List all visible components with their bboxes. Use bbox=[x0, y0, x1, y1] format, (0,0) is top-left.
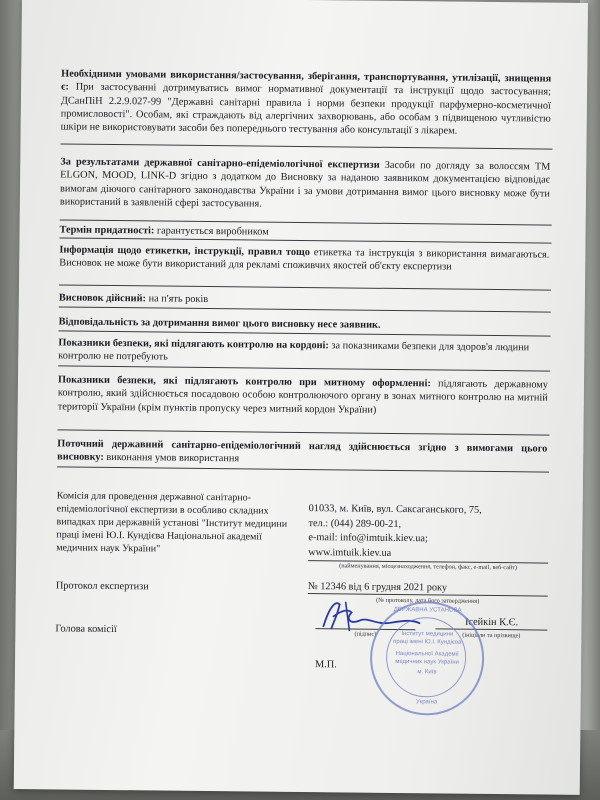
section-heading: Термін придатності: bbox=[59, 224, 155, 237]
section-heading: Необхідними умовами використання/застосування, зберігання, транспортування, утилізації, знищення є: bbox=[61, 68, 552, 93]
section-expertise-result bbox=[60, 155, 551, 213]
protocol-label: Протокол експертизи bbox=[55, 580, 149, 593]
section-text: При застосуванні дотримуватись вимог нормативної документації та інструкції щодо застосування; ДСанПіН 2.2.9.027-99 "Державні санітарні правила і норми безпеки продукції парфумерно-косметичної промисловості". Особам, які страждають від алергічних захворювань, або особам з підвищеною чутливістю шкіри не використовувати засоби без попереднього тестування або консультації з лікарем. bbox=[60, 81, 552, 137]
name-caption: (ініціали та прізвище) bbox=[462, 631, 521, 640]
seal-text: Україна bbox=[416, 699, 438, 706]
seal-text: праці імені Ю.І. Кундієва bbox=[393, 638, 462, 646]
section-heading: Висновок дійсний: bbox=[58, 292, 147, 305]
section-text: на п'ять років bbox=[145, 293, 209, 306]
protocol-caption: (№ протоколу, дата його затвердження) bbox=[376, 596, 480, 605]
section-text: підлягають державному контролю, який здійснюється посадовою особою контролюючого органу в зонах митного контролю на митній території України (крім пунктів пропуску через митний кордон України) bbox=[57, 378, 549, 416]
divider bbox=[59, 284, 551, 290]
section-usage-conditions bbox=[61, 67, 552, 139]
section-heading: Показники безпеки, які підлягають контролю на кордоні: bbox=[58, 337, 329, 352]
commission-contacts bbox=[308, 502, 549, 564]
section-label-info bbox=[59, 243, 549, 275]
stamp-place-label: М.П. bbox=[314, 659, 337, 671]
seal-text: ДЕРЖАВНА УСТАНОВА bbox=[393, 606, 462, 614]
signature-caption: (підпис) bbox=[354, 630, 377, 638]
document-page bbox=[14, 0, 588, 795]
section-heading: Відповідальність за дотримання вимог цього висновку несе заявник. bbox=[58, 316, 381, 331]
contact-address: 01033, м. Київ, вул. Саксаганського, 75, bbox=[308, 503, 482, 516]
section-customs-control bbox=[58, 373, 548, 418]
contacts-caption: (найменування, місцезнаходження, телефон, факс, e-mail, веб-сайт) bbox=[339, 562, 517, 572]
section-border-control bbox=[58, 336, 548, 368]
seal-text: м. Київ bbox=[417, 669, 437, 676]
section-heading: Поточний державний санітарно-епідеміологічний нагляд здійснюється згідно з вимогами цього висновку: bbox=[57, 438, 548, 464]
divider bbox=[60, 143, 552, 149]
section-heading: Інформація щодо етикетки, інструкції, правил тощо bbox=[59, 244, 310, 259]
contact-website: www.imtuik.kiev.ua bbox=[308, 546, 548, 564]
section-text: виконання умов використання bbox=[103, 452, 240, 465]
seal-text: Національної Академії bbox=[395, 650, 459, 658]
contact-email: e-mail: info@imtuik.kiev.ua; bbox=[308, 532, 428, 545]
section-supervision bbox=[57, 437, 547, 469]
seal-text: медичних наук України bbox=[395, 658, 459, 666]
section-text: за показниками безпеки для здоров'я людини контролю не потребують bbox=[58, 340, 530, 363]
section-heading: Показники безпеки, які підлягають контролю при митному оформленні: bbox=[57, 374, 431, 390]
official-seal bbox=[370, 601, 485, 716]
seal-text: Інститут медицини bbox=[401, 631, 454, 638]
section-text: Засоби по догляду за волоссям ТМ ELGON, MOOD, LINK-D згідно з додатком до Висновку за наданою заявником документацією відповідає вимогам діючого санітарного законодавства України і за умови дотримання вимог цього висновку може бути використаний в заявленій сфері застосування. bbox=[59, 159, 551, 210]
section-heading: За результатами державної санітарно-епідеміологічної експертизи bbox=[60, 156, 380, 171]
head-label: Голова комісії bbox=[55, 623, 117, 636]
section-text: етикетка та інструкція з використання вимагаються. Висновок не може бути використаний для рекламі споживчих якостей об'єкту експертизи bbox=[59, 247, 550, 273]
contact-phone: тел.: (044) 289-00-21, bbox=[308, 517, 402, 530]
commission-name: Комісія для проведення державної санітарно-епідеміологічної експертизи в особливо складних випадках при державній установі "Інститут медицини праці імені Ю.І. Кундієва Національної академії медичних наук України" bbox=[56, 490, 288, 555]
protocol-value: № 12346 від 6 грудня 2021 року bbox=[308, 580, 548, 597]
head-name: Ісейкін К.Є. bbox=[435, 615, 547, 630]
section-text: гарантується виробником bbox=[154, 225, 269, 238]
divider bbox=[57, 429, 549, 435]
